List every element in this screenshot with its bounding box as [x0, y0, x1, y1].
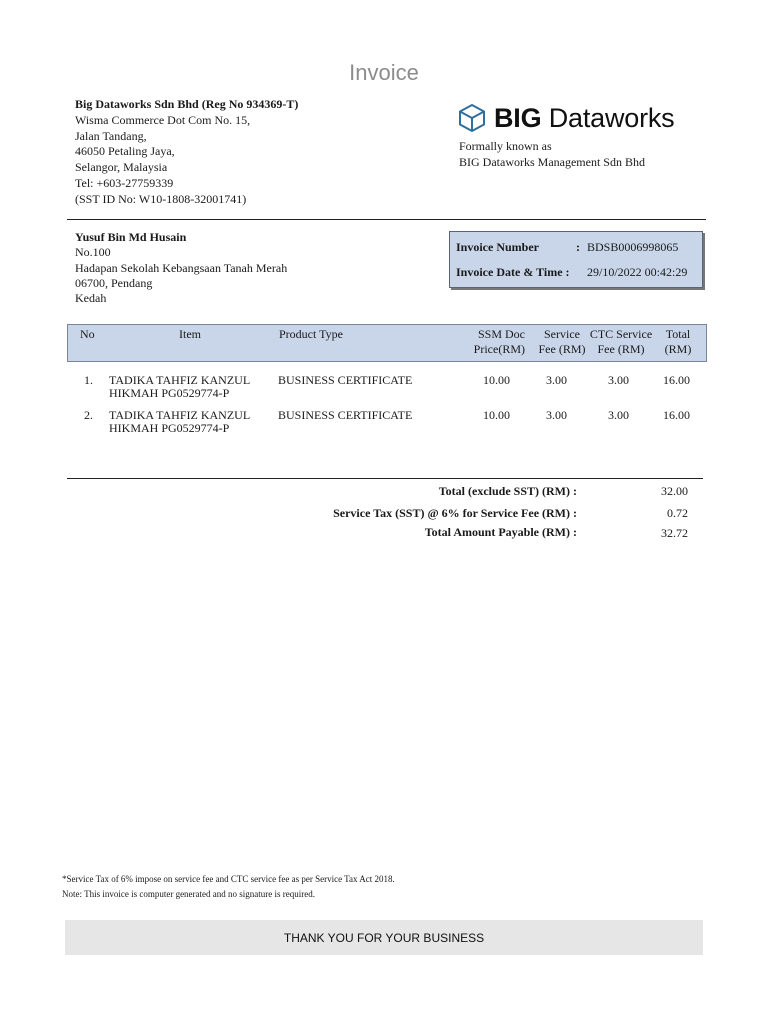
row-item-line1: TADIKA TAHFIZ KANZUL — [109, 373, 251, 387]
company-address-line: 46050 Petaling Jaya, — [75, 144, 175, 159]
formerly-known-block — [459, 138, 645, 170]
header-ssm-line2: Price(RM) — [473, 341, 525, 356]
company-address-line: Selangor, Malaysia — [75, 160, 168, 175]
customer-block — [75, 230, 287, 306]
header-service-line2: Fee (RM) — [538, 341, 586, 356]
invoice-number-label: Invoice Number — [456, 240, 539, 254]
tax-label: Service Tax (SST) @ 6% for Service Fee (RM) : — [333, 506, 577, 520]
header-service-fee — [537, 327, 587, 356]
payable-value: 32.72 — [661, 526, 688, 540]
header-item: Item — [179, 327, 201, 341]
cube-icon — [457, 103, 487, 133]
header-ssm-line1: SSM Doc — [477, 327, 525, 341]
header-total-line2: (RM) — [664, 341, 692, 356]
invoice-number-separator: : — [576, 240, 580, 254]
customer-address-line: 06700, Pendang — [75, 275, 153, 290]
payable-label: Total Amount Payable (RM) : — [424, 525, 577, 539]
row-product-type: BUSINESS CERTIFICATE — [278, 408, 413, 422]
invoice-date-label: Invoice Date & Time : — [456, 265, 570, 279]
header-divider — [67, 219, 706, 220]
tax-note: *Service Tax of 6% impose on service fee and CTC service fee as per Service Tax Act 2018. — [62, 874, 395, 884]
header-service-line1: Service — [544, 327, 580, 341]
logo-brand-rest: Dataworks — [548, 102, 675, 133]
header-product-type: Product Type — [279, 327, 343, 341]
logo-brand-bold: BIG — [494, 102, 542, 133]
row-service-fee: 3.00 — [546, 373, 567, 387]
company-address-line: Wisma Commerce Dot Com No. 15, — [75, 112, 251, 127]
company-name: Big Dataworks Sdn Bhd (Reg No 934369-T) — [75, 97, 299, 111]
formerly-label: Formally known as — [459, 139, 552, 153]
row-item — [109, 374, 250, 399]
header-ctc-fee — [586, 327, 656, 356]
row-ssm-price: 10.00 — [483, 373, 510, 387]
tax-value: 0.72 — [667, 506, 688, 520]
header-ssm-price — [474, 327, 525, 356]
header-ctc-line2: Fee (RM) — [597, 341, 645, 356]
invoice-title: Invoice — [349, 60, 419, 85]
customer-address-line: Hadapan Sekolah Kebangsaan Tanah Merah — [75, 260, 288, 275]
header-no: No — [80, 327, 95, 341]
row-item — [109, 409, 250, 434]
signature-note: Note: This invoice is computer generated and no signature is required. — [62, 889, 316, 899]
header-total-line1: Total — [665, 327, 691, 341]
row-total: 16.00 — [663, 408, 690, 422]
formerly-name: BIG Dataworks Management Sdn Bhd — [459, 155, 645, 169]
row-ssm-price: 10.00 — [483, 408, 510, 422]
row-ctc-fee: 3.00 — [608, 408, 629, 422]
invoice-date-value: 29/10/2022 00:42:29 — [587, 265, 688, 279]
company-block — [75, 97, 298, 208]
row-item-line2: HIKMAH PG0529774-P — [109, 420, 230, 435]
totals-divider — [67, 478, 703, 479]
logo-wordmark — [494, 103, 674, 134]
table-header — [67, 324, 707, 362]
customer-address-line: Kedah — [75, 291, 107, 306]
row-ctc-fee: 3.00 — [608, 373, 629, 387]
thank-you-text: THANK YOU FOR YOUR BUSINESS — [283, 930, 485, 945]
customer-address-line: No.100 — [75, 245, 111, 260]
invoice-info-box — [449, 231, 703, 288]
company-logo — [457, 100, 674, 136]
subtotal-label: Total (exclude SST) (RM) : — [438, 484, 577, 498]
customer-name: Yusuf Bin Md Husain — [75, 230, 187, 244]
invoice-number-value: BDSB0006998065 — [587, 240, 679, 254]
thank-you-banner — [65, 920, 703, 955]
subtotal-value: 32.00 — [661, 484, 688, 498]
notes-block — [62, 872, 395, 902]
company-address-line: Jalan Tandang, — [75, 128, 147, 143]
row-no: 2. — [84, 408, 93, 422]
row-item-line2: HIKMAH PG0529774-P — [109, 385, 230, 400]
row-product-type: BUSINESS CERTIFICATE — [278, 373, 413, 387]
row-service-fee: 3.00 — [546, 408, 567, 422]
row-no: 1. — [84, 373, 93, 387]
company-tel: Tel: +603-27759339 — [75, 175, 174, 190]
header-total — [658, 327, 698, 356]
row-item-line1: TADIKA TAHFIZ KANZUL — [109, 408, 251, 422]
header-ctc-line1: CTC Service — [589, 327, 653, 341]
company-sst-id: (SST ID No: W10-1808-32001741) — [75, 191, 247, 206]
row-total: 16.00 — [663, 373, 690, 387]
